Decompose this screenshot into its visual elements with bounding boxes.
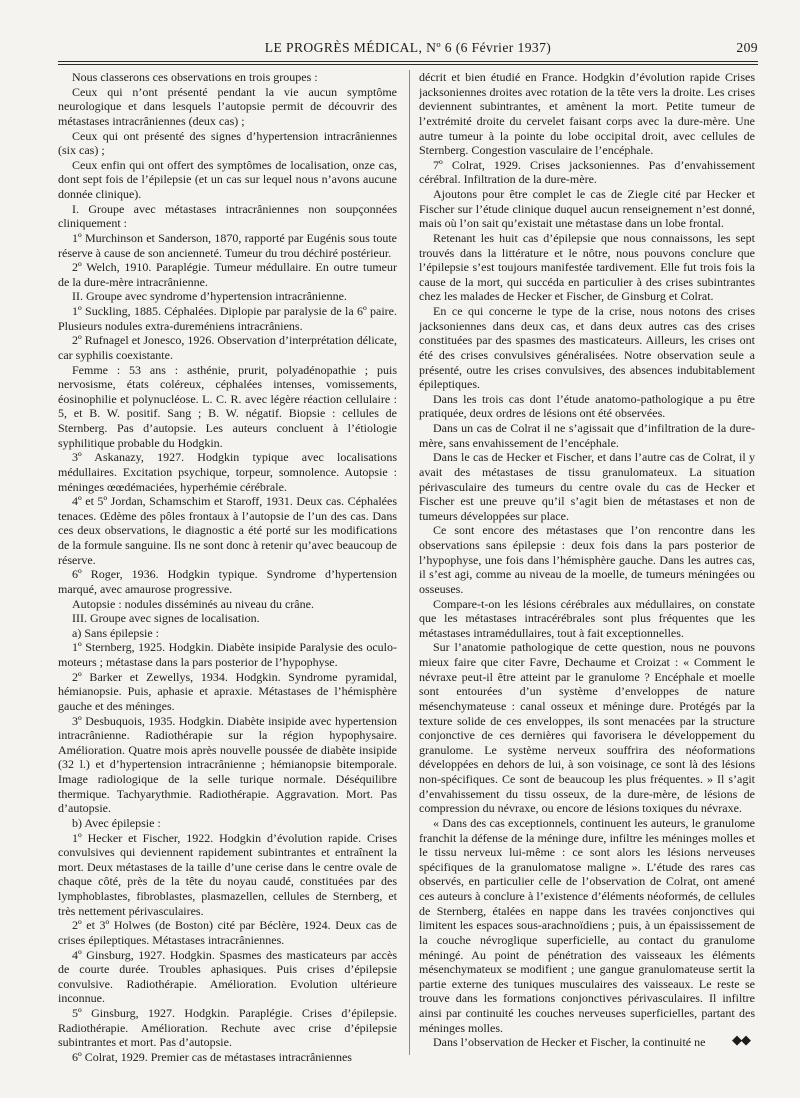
paragraph: 2º Barker et Zewellys, 1934. Hodgkin. Syndrome pyramidal, hémianopsie. Puis, aphasie et apraxie. Métastases de l’hémisphère gauche et des méninges.	[58, 669, 397, 713]
paragraph: 6º Colrat, 1929. Premier cas de métastases intracrâniennes	[72, 1049, 352, 1064]
paragraph: Autopsie : nodules disséminés au niveau du crâne.	[72, 596, 314, 611]
paragraph: En ce qui concerne le type de la crise, nous notons des crises jacksoniennes dans deux cas, et dans deux autres cas des crises constituées par des spasmes des masticateurs. Ailleurs, les crises ont été des crises convulsives généralisées. Notre observation seule a présenté, outre les crises convulsives, des absences indubitablement épileptiques.	[419, 304, 755, 392]
paragraph: Nous classerons ces observations en trois groupes :	[72, 70, 318, 84]
paragraph: 5º Ginsburg, 1927. Hodgkin. Paraplégie. Crises d’épilepsie. Radiothérapie. Amélioration. Rechute avec crise d’épilepsie subintrantes et mort. Pas d’autopsie.	[58, 1006, 397, 1050]
paragraph: 1º Murchinson et Sanderson, 1870, rapporté par Eugénis sous toute réserve à cause de son ancienneté. Tumeur du trou déchiré postérieur.	[58, 230, 397, 260]
page-number: 209	[736, 40, 758, 55]
section-heading: I. Groupe avec métastases intracrâniennes non soupçonnées cliniquement :	[58, 201, 397, 231]
header-rule-thin	[58, 64, 758, 65]
paragraph: 1º Hecker et Fischer, 1922. Hodgkin d’évolution rapide. Crises convulsives qui deviennent rapidement subintrantes et entraînent la mort. Deux métastases de la taille d’une cerise dans le centre ovale de chaque côté, près de la tête du noyau caudé, constituées par des lymphoblastes, fibroblastes, plasmazellen, cellules de Sternberg, et très nettement périvasculaires.	[58, 830, 397, 918]
header-rule	[58, 61, 758, 62]
section-heading: III. Groupe avec signes de localisation.	[72, 611, 260, 626]
paragraph: 7º Colrat, 1929. Crises jacksoniennes. Pas d’envahissement cérébral. Infiltration de la dure-mère.	[419, 157, 755, 187]
paragraph: Compare-t-on les lésions cérébrales aux médullaires, on constate que les métastases intracérébrales sont plus fréquentes que les métastases intramédullaires, tout à fait exceptionnelles.	[419, 596, 755, 640]
subsection-heading: b) Avec épilepsie :	[72, 815, 161, 830]
paragraph: 4º Ginsburg, 1927. Hodgkin. Spasmes des masticateurs par accès de courte durée. Troubles aphasiques. Puis crises d’épilepsie convulsive. Radiothérapie. Amélioration. Evolution ultérieure inconnue.	[58, 947, 397, 1006]
paragraph: Ce sont encore des métastases que l’on rencontre dans les observations sans épilepsie : deux fois dans la pars posterior de l’hypophyse, une fois dans l’hémisphère gauche. Dans les autres cas, il s’est agi, comme au niveau de la moelle, de tumeurs méningées ou osseuses.	[419, 523, 755, 596]
paragraph: 3º Askanazy, 1927. Hodgkin typique avec localisations médullaires. Excitation psychique, torpeur, somnolence. Autopsie : méninges œœdémaciées, hyperhémie cérébrale.	[58, 450, 397, 494]
paragraph: Femme : 53 ans : asthénie, prurit, polyadénopathie ; puis nervosisme, états coléreux, céphalées intenses, vomissements, éosinophilie et polynucléose. L. C. R. avec légère réaction cellulaire : 5, et B. W. positif. Sang ; B. W. négatif. Biopsie : cellules de Sternberg. Pas d’autopsie. Les auteurs concluent à l’étiologie syphilitique probable du Hodgkin.	[58, 362, 397, 450]
paragraph: Dans un cas de Colrat il ne s’agissait que d’infiltration de la dure-mère, sans envahissement de l’encéphale.	[419, 421, 755, 450]
paragraph: Ceux enfin qui ont offert des symptômes de localisation, onze cas, dont sept fois de l’épilepsie (et un cas sur lequel nous n’avons aucune donnée clinique).	[58, 157, 397, 201]
left-column	[58, 70, 397, 1070]
paragraph: décrit et bien étudié en France. Hodgkin d’évolution rapide Crises jacksoniennes droites avec rotation de la tête vers la droite. Les crises deviennent subintrantes, et amènent la mort. Petite tumeur de l’extrémité droite du cervelet faisant corps avec la dure-mère. Une autre tumeur à la pointe du lobe occipital droit, avec cellules de Sternberg. Congestion vasculaire de l’encéphale.	[419, 70, 755, 158]
end-ornament: ◆◆	[732, 1032, 750, 1047]
paragraph: 2º Welch, 1910. Paraplégie. Tumeur médullaire. En outre tumeur de la dure-mère intracrânienne.	[58, 260, 397, 289]
paragraph: 1º Sternberg, 1925. Hodgkin. Diabète insipide Paralysie des oculo-moteurs ; métastase dans la pars posterior de l’hypophyse.	[58, 640, 397, 669]
subsection-heading: a) Sans épilepsie :	[72, 625, 159, 640]
paragraph: Retenant les huit cas d’épilepsie que nous connaissons, les sept trouvés dans la littérature et le nôtre, nous pouvons conclure que l’épilepsie s’est toujours manifestée tardivement. Elle fut trois fois la cause de la mort, qui succéda en particulier à des crises subintrantes chez les malades de Hecker et Fischer, de Ginsburg et Colrat.	[419, 230, 755, 304]
paragraph: Ceux qui n’ont présenté pendant la vie aucun symptôme neurologique et dans lesquels l’autopsie permit de découvrir des métastases intracrâniennes (deux cas) ;	[58, 84, 397, 128]
right-column	[419, 70, 755, 1070]
paragraph: « Dans des cas exceptionnels, continuent les auteurs, le granulome franchit la défense de la méninge dure, infiltre les méninges molles et le tissu nerveux lui-même : ce sont alors les lésions nerveuses spécifiques de la granulomatose maligne ». L’étude des rares cas observés, en particulier celle de l’observation de Colrat, ont amené ces auteurs à conclure à l’existence d’éléments néoformés, de cellules de Sternberg, étalées en nappe dans les travées conjonctives qui limitent les espaces sous-arachnoïdiens ; puis, à un épaississement de la couche névroglique superficielle, au contact du granulome méningé. Au point de pénétration des vaisseaux les éléments mésenchymateux se modifient ; une gangue granulomateuse sertit la partie externe des tuniques musculaires des vaisseaux. Le reste se trouve dans les formations conjonctives périvasculaires. Il infiltre ainsi par continuité les couches nerveuses superficielles, partant des méninges molles.	[419, 815, 755, 1035]
paragraph: Dans les trois cas dont l’étude anatomo-pathologique a pu être pratiquée, deux ordres de lésions ont été observées.	[419, 391, 755, 421]
paragraph: 6º Roger, 1936. Hodgkin typique. Syndrome d’hypertension marqué, avec amaurose progressive.	[58, 567, 397, 596]
running-header	[58, 40, 758, 62]
paragraph: Sur l’anatomie pathologique de cette question, nous ne pouvons mieux faire que citer Favre, Dechaume et Croizat : « Comment le névraxe peut-il être atteint par le granulome ? Encéphale et moelle sont entourées d’un système d’enveloppes de nature mésenchymateuse : canal osseux et méninge dure. Protégés par la texture solide de ces enveloppes, ils sont menacées par la structure conjonctive de ces dernières qui favorisera le développement du granulome. Le système nerveux souffrira des néoformations développées en dehors de lui, à son voisinage, ce sont là des lésions non-spécifiques. Ce sont de beaucoup les plus fréquentes. » Il s’agit d’envahissement du tissu osseux, de la dure-mère, de lésions de compression du névraxe, ou encore de lésions toxiques du névraxe.	[419, 640, 755, 816]
column-divider	[409, 70, 410, 1055]
paragraph: 1º Suckling, 1885. Céphalées. Diplopie par paralysie de la 6º paire. Plusieurs nodules extra-dureméniens intracrâniens.	[58, 304, 397, 333]
paragraph: 4º et 5º Jordan, Schamschim et Staroff, 1931. Deux cas. Céphalées tenaces. Œdème des pôles frontaux à l’autopsie de l’un des cas. Dans ces deux observations, le diagnostic a été porté sur les modifications de la formule sanguine. Ils ne sont donc à retenir qu’avec beaucoup de réserve.	[58, 494, 397, 567]
paragraph: Dans l’observation de Hecker et Fischer, la continuité ne	[433, 1035, 706, 1050]
paragraph: 3º Desbuquois, 1935. Hodgkin. Diabète insipide avec hypertension intracrânienne. Radiothérapie sur la région hypophysaire. Amélioration. Quatre mois après nouvelle poussée de diabète insipide (32 l.) et d’hypertension intracrânienne ; hémianopsie bitemporale. Image radiologique de la selle turique normale. Déséquilibre thermique. Tachyarythmie. Radiothérapie. Aggravation. Mort. Pas d’autopsie.	[58, 713, 397, 816]
paragraph: 2º Rufnagel et Jonesco, 1926. Observation d’interprétation délicate, car syphilis coexistante.	[58, 333, 397, 362]
paragraph: Ceux qui ont présenté des signes d’hypertension intracrâniennes (six cas) ;	[58, 128, 397, 158]
section-heading: II. Groupe avec syndrome d’hypertension intracrânienne.	[72, 289, 347, 304]
paragraph: Dans le cas de Hecker et Fischer, et dans l’autre cas de Colrat, il y avait des métastases de tissu granulomateux. La situation périvasculaire des tumeurs du centre ovale du cas de Hecker et Fischer est une preuve qu’il s’agit bien de métastases et non de tumeurs développées sur place.	[419, 450, 755, 523]
paragraph: Ajoutons pour être complet le cas de Ziegle cité par Hecker et Fischer sur l’étude clinique duquel aucun renseignement n’est donné, mais où l’on sait qu’existait une métastase dans un lobe frontal.	[419, 187, 755, 231]
journal-title: LE PROGRÈS MÉDICAL, Nº 6 (6 Février 1937)	[264, 40, 552, 55]
paragraph: 2º et 3º Holwes (de Boston) cité par Béclère, 1924. Deux cas de crises épileptiques. Métastases intracrâniennes.	[58, 918, 397, 947]
